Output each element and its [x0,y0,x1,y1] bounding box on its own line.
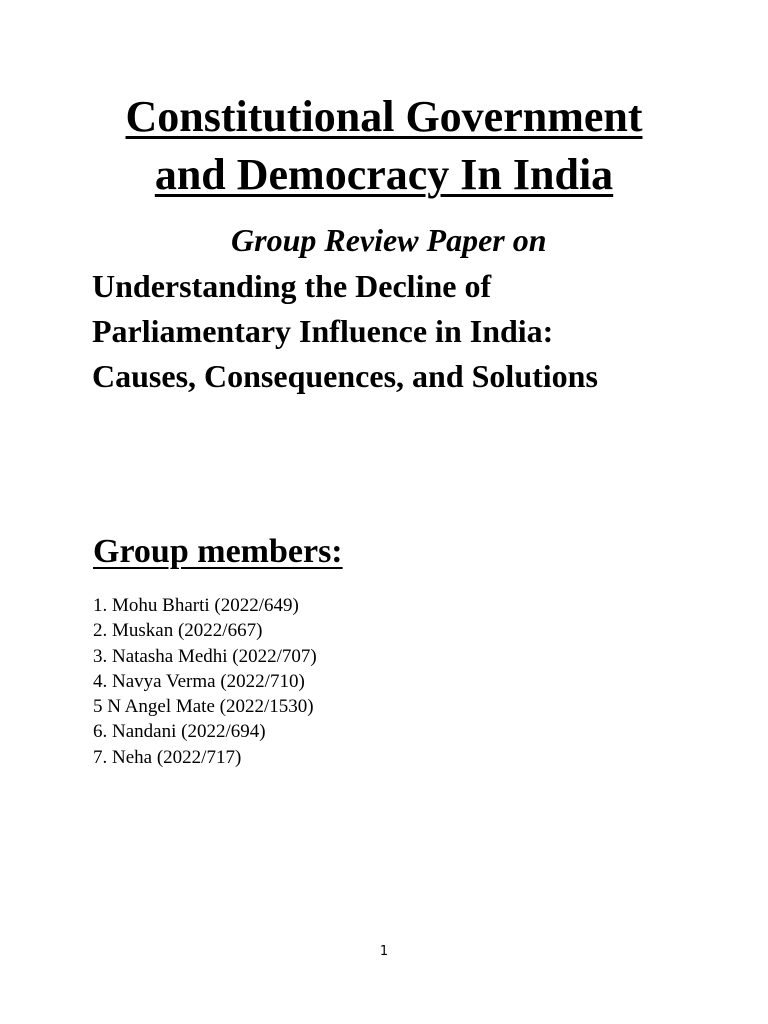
paper-topic-line-2: Parliamentary Influence in India: [92,313,554,349]
subtitle-intro: Group Review Paper on [231,222,547,258]
members-heading: Group members: [93,533,343,570]
member-item: 1. Mohu Bharti (2022/649) [93,595,299,616]
member-item: 6. Nandani (2022/694) [93,721,266,743]
member-item: 5 N Angel Mate (2022/1530) [93,696,314,718]
paper-topic-line-1: Understanding the Decline of [92,268,492,304]
member-item: 4. Navya Verma (2022/710) [93,670,305,692]
member-item: 7. Neha (2022/717) [93,746,242,768]
members-list [93,593,317,770]
member-item: 2. Muskan (2022/667) [93,620,263,642]
member-item: 3. Natasha Medhi (2022/707) [93,645,317,667]
paper-topic [92,264,598,399]
page-number: 1 [379,944,389,959]
page-title-line-1: Constitutional Government [125,92,643,141]
paper-topic-line-3: Causes, Consequences, and Solutions [92,358,598,394]
page-title [0,88,768,204]
page-title-line-2: and Democracy In India [154,150,614,199]
